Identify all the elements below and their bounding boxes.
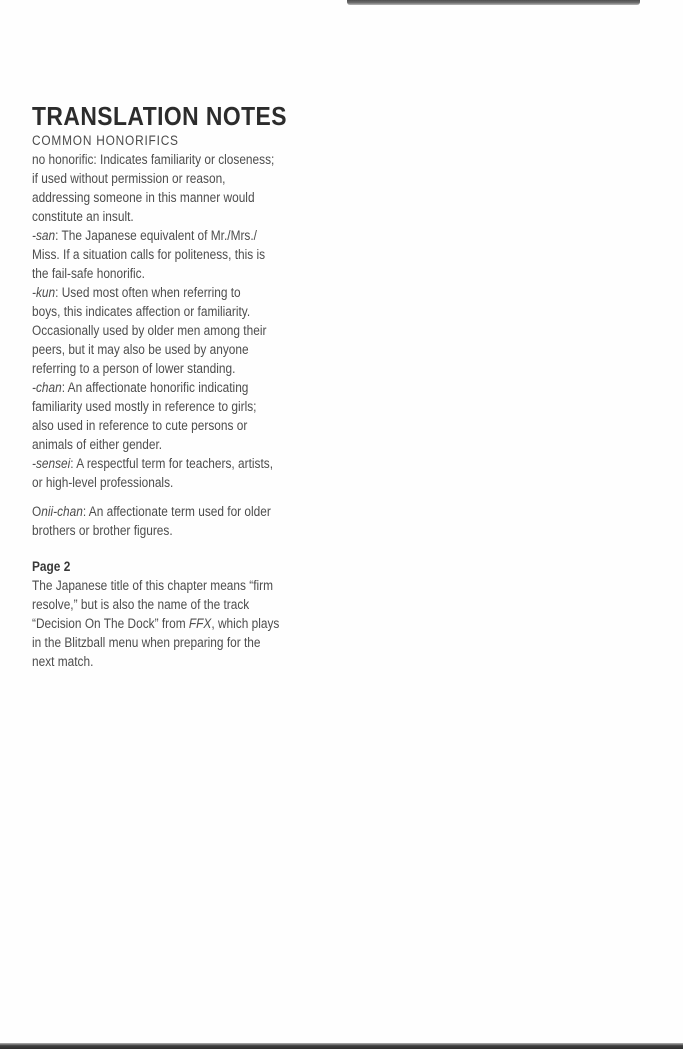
text-line xyxy=(32,226,349,245)
text-segment: boys, this indicates affection or familiarity. xyxy=(32,304,251,319)
text-segment: , which plays xyxy=(211,616,280,631)
text-segment: animals of either gender. xyxy=(32,437,163,452)
text-segment: no honorific: Indicates familiarity or closeness; xyxy=(32,152,275,167)
text-segment: constitute an insult. xyxy=(32,209,134,224)
text-line xyxy=(32,397,349,416)
text-line xyxy=(32,188,349,207)
page-scan-edge-top xyxy=(347,0,640,5)
text-line xyxy=(32,576,349,595)
text-line xyxy=(32,169,349,188)
text-line xyxy=(32,283,349,302)
text-line xyxy=(32,473,349,492)
text-segment: familiarity used mostly in reference to girls; xyxy=(32,399,257,414)
text-line xyxy=(32,416,349,435)
text-line xyxy=(32,207,349,226)
text-line xyxy=(32,302,349,321)
text-segment: Miss. If a situation calls for politeness, this is xyxy=(32,247,266,262)
text-segment: : An affectionate term used for older xyxy=(82,504,271,519)
section-heading: Page 2 xyxy=(32,559,71,574)
text-line xyxy=(32,454,349,473)
text-segment: in the Blitzball menu when preparing for the xyxy=(32,635,261,650)
section-heading: COMMON HONORIFICS xyxy=(32,133,179,148)
text-line xyxy=(32,595,349,614)
section-page-2 xyxy=(32,557,349,671)
page-title: TRANSLATION NOTES xyxy=(32,101,287,132)
honorific-term: FFX xyxy=(188,616,212,631)
text-segment: Occasionally used by older men among their xyxy=(32,323,267,338)
text-line xyxy=(32,378,349,397)
text-segment: resolve,” but is also the name of the track xyxy=(32,597,250,612)
honorific-term: -chan xyxy=(32,380,62,395)
text-line xyxy=(32,521,349,540)
text-line xyxy=(32,321,349,340)
honorific-term: -sensei xyxy=(32,456,71,471)
text-line xyxy=(32,502,349,521)
text-segment: peers, but it may also be used by anyone xyxy=(32,342,249,357)
text-segment: : An affectionate honorific indicating xyxy=(61,380,249,395)
section-onii-chan xyxy=(32,502,349,540)
honorific-term: nii-chan xyxy=(41,504,83,519)
text-segment: the fail-safe honorific. xyxy=(32,266,145,281)
section-common-honorifics xyxy=(32,131,349,492)
text-segment: referring to a person of lower standing. xyxy=(32,361,236,376)
text-segment: also used in reference to cute persons or xyxy=(32,418,248,433)
text-segment: : The Japanese equivalent of Mr./Mrs./ xyxy=(55,228,257,243)
honorific-term: -san xyxy=(32,228,56,243)
text-line xyxy=(32,150,349,169)
text-segment: brothers or brother figures. xyxy=(32,523,173,538)
text-line xyxy=(32,614,349,633)
text-line xyxy=(32,633,349,652)
text-segment: if used without permission or reason, xyxy=(32,171,226,186)
text-line xyxy=(32,245,349,264)
text-segment: addressing someone in this manner would xyxy=(32,190,255,205)
text-segment: The Japanese title of this chapter means “firm xyxy=(32,578,274,593)
text-segment: : Used most often when referring to xyxy=(55,285,241,300)
text-line xyxy=(32,652,349,671)
text-line xyxy=(32,359,349,378)
notes-body xyxy=(32,131,349,671)
text-segment: “Decision On The Dock” from xyxy=(32,616,189,631)
text-segment: : A respectful term for teachers, artists, xyxy=(70,456,274,471)
text-segment: next match. xyxy=(32,654,94,669)
page-scan-edge-bottom xyxy=(0,1043,683,1049)
text-segment: O xyxy=(32,504,42,519)
text-line xyxy=(32,340,349,359)
text-line xyxy=(32,264,349,283)
text-line xyxy=(32,435,349,454)
text-segment: or high-level professionals. xyxy=(32,475,174,490)
honorific-term: -kun xyxy=(32,285,56,300)
